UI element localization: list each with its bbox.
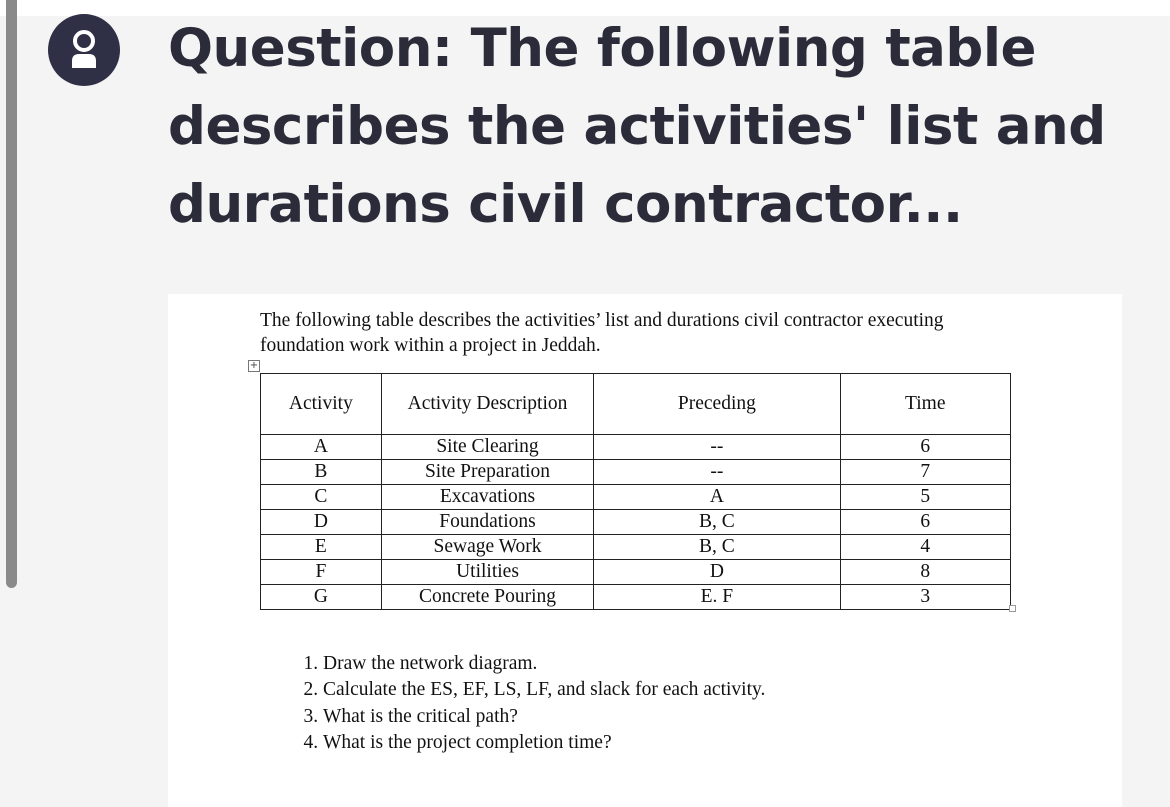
cell-time: 4 <box>840 535 1010 560</box>
resize-handle-icon[interactable] <box>1009 605 1016 612</box>
question-title: Question: The following table describes the activities' list and durations civil contractor... <box>168 18 1106 235</box>
table-row <box>261 485 1011 510</box>
cell-activity: D <box>261 510 382 535</box>
cell-preceding: -- <box>594 460 840 485</box>
table-row <box>261 460 1011 485</box>
move-handle-icon[interactable]: + <box>249 360 259 371</box>
question-image-card <box>168 294 1122 807</box>
cell-description: Site Clearing <box>381 435 594 460</box>
cell-description: Utilities <box>381 560 594 585</box>
task-list <box>293 651 765 756</box>
scrollbar[interactable] <box>6 0 17 588</box>
cell-activity: B <box>261 460 382 485</box>
cell-preceding: B, C <box>594 510 840 535</box>
task-item: 1. Draw the network diagram. <box>323 651 765 677</box>
cell-description: Sewage Work <box>381 535 594 560</box>
cell-preceding: -- <box>594 435 840 460</box>
user-avatar-icon[interactable] <box>48 14 120 86</box>
cell-preceding: A <box>594 485 840 510</box>
cell-time: 6 <box>840 510 1010 535</box>
cell-activity: E <box>261 535 382 560</box>
header-activity: Activity <box>261 374 382 435</box>
table-row <box>261 435 1011 460</box>
cell-description: Excavations <box>381 485 594 510</box>
table-row <box>261 585 1011 610</box>
cell-description: Site Preparation <box>381 460 594 485</box>
cell-time: 5 <box>840 485 1010 510</box>
activities-table <box>260 373 1011 610</box>
user-glyph-icon <box>48 14 120 86</box>
cell-time: 7 <box>840 460 1010 485</box>
task-item: 3. What is the critical path? <box>323 704 765 730</box>
problem-intro: The following table describes the activities’ list and durations civil contractor executing foundation work within a project in Jeddah. <box>260 310 944 356</box>
cell-preceding: D <box>594 560 840 585</box>
header-description: Activity Description <box>381 374 594 435</box>
cell-description: Foundations <box>381 510 594 535</box>
header-time: Time <box>840 374 1010 435</box>
cell-time: 3 <box>840 585 1010 610</box>
table-row <box>261 510 1011 535</box>
cell-activity: A <box>261 435 382 460</box>
cell-description: Concrete Pouring <box>381 585 594 610</box>
cell-preceding: B, C <box>594 535 840 560</box>
header-preceding: Preceding <box>594 374 840 435</box>
task-item: 4. What is the project completion time? <box>323 730 765 756</box>
table-row <box>261 535 1011 560</box>
table-header-row <box>261 374 1011 435</box>
cell-time: 8 <box>840 560 1010 585</box>
cell-activity: F <box>261 560 382 585</box>
cell-time: 6 <box>840 435 1010 460</box>
cell-activity: G <box>261 585 382 610</box>
cell-preceding: E. F <box>594 585 840 610</box>
cell-activity: C <box>261 485 382 510</box>
table-row <box>261 560 1011 585</box>
task-item: 2. Calculate the ES, EF, LS, LF, and slack for each activity. <box>323 677 765 703</box>
